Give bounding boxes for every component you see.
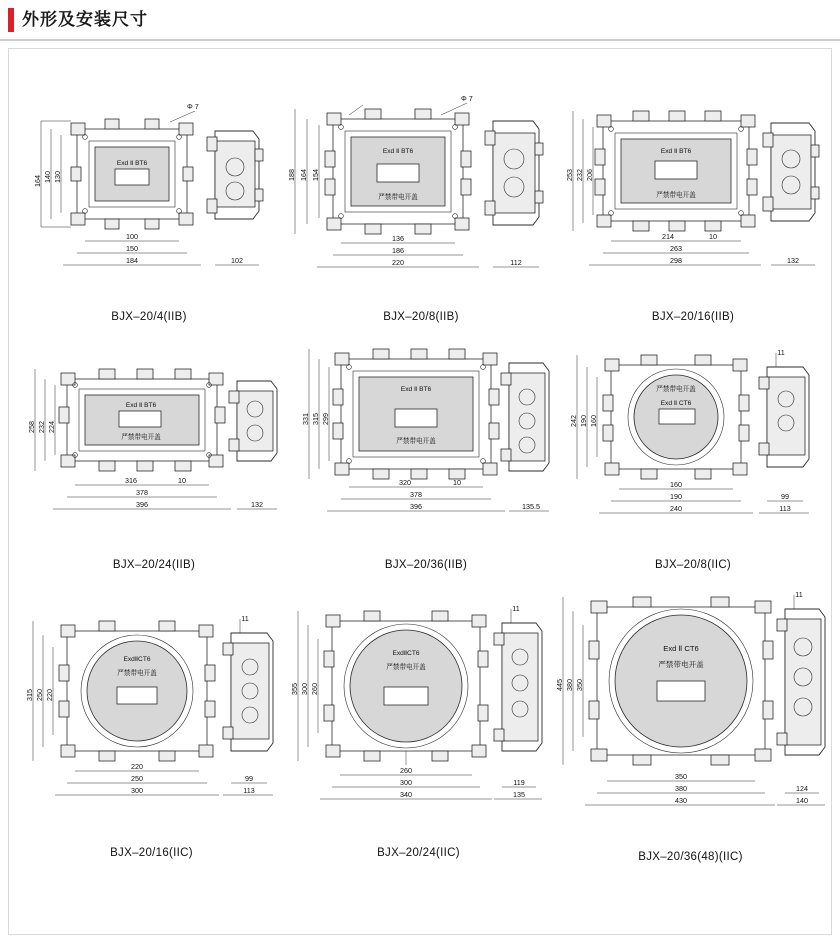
svg-text:380: 380 <box>675 784 687 793</box>
svg-text:299: 299 <box>321 413 330 425</box>
svg-text:严禁带电开盖: 严禁带电开盖 <box>656 192 696 199</box>
figure-bjx-20-16-iic <box>19 599 284 869</box>
svg-text:164: 164 <box>299 169 308 181</box>
header-accent-bar <box>8 8 14 32</box>
svg-text:258: 258 <box>27 421 36 433</box>
svg-text:331: 331 <box>301 413 310 425</box>
svg-text:严禁带电开盖: 严禁带电开盖 <box>121 434 161 441</box>
svg-text:160: 160 <box>589 415 598 427</box>
svg-text:124: 124 <box>796 784 808 793</box>
svg-text:严禁带电开盖: 严禁带电开盖 <box>117 670 157 677</box>
svg-text:ExdⅡCT6: ExdⅡCT6 <box>123 656 151 663</box>
svg-text:Φ 7: Φ 7 <box>187 102 199 111</box>
svg-text:Exd Ⅱ CT6: Exd Ⅱ CT6 <box>663 644 699 653</box>
header-divider <box>0 39 840 41</box>
figure-caption: BJX–20/8(IIB) <box>383 311 459 323</box>
figure-caption: BJX–20/16(IIC) <box>110 847 193 859</box>
svg-text:严禁带电开盖: 严禁带电开盖 <box>656 386 696 393</box>
svg-text:11: 11 <box>777 348 785 357</box>
figure-bjx-20-36-iib <box>291 337 561 587</box>
svg-text:135.5: 135.5 <box>522 502 540 511</box>
svg-text:214: 214 <box>662 232 674 241</box>
svg-text:严禁带电开盖: 严禁带电开盖 <box>378 194 418 201</box>
svg-text:154: 154 <box>311 169 320 181</box>
page-header <box>0 0 840 40</box>
svg-text:184: 184 <box>126 256 138 265</box>
svg-text:224: 224 <box>47 421 56 433</box>
svg-text:380: 380 <box>565 679 574 691</box>
svg-text:132: 132 <box>251 500 263 509</box>
svg-text:315: 315 <box>311 413 320 425</box>
figure-caption: BJX–20/16(IIB) <box>651 311 735 323</box>
svg-text:253: 253 <box>565 169 574 181</box>
svg-text:240: 240 <box>670 504 682 513</box>
svg-text:190: 190 <box>579 415 588 427</box>
svg-text:99: 99 <box>245 774 253 783</box>
svg-text:340: 340 <box>400 790 412 799</box>
svg-text:232: 232 <box>37 421 46 433</box>
svg-text:11: 11 <box>512 604 520 613</box>
svg-text:Exd Ⅱ BT6: Exd Ⅱ BT6 <box>382 148 414 155</box>
svg-text:严禁带电开盖: 严禁带电开盖 <box>396 438 436 445</box>
svg-text:430: 430 <box>675 796 687 805</box>
figure-bjx-20-8-iic <box>563 337 823 587</box>
svg-text:99: 99 <box>781 492 789 501</box>
svg-text:445: 445 <box>555 679 564 691</box>
svg-text:10: 10 <box>709 232 717 241</box>
svg-text:Exd Ⅱ BT6: Exd Ⅱ BT6 <box>125 402 157 409</box>
svg-text:10: 10 <box>178 476 186 485</box>
svg-text:100: 100 <box>126 232 138 241</box>
svg-text:378: 378 <box>410 490 422 499</box>
svg-text:Exd Ⅱ CT6: Exd Ⅱ CT6 <box>660 400 692 407</box>
figure-caption: BJX–20/36(IIB) <box>384 559 468 571</box>
figure-grid <box>9 49 831 934</box>
figure-caption: BJX–20/4(IIB) <box>111 311 187 323</box>
svg-text:Exd Ⅱ BT6: Exd Ⅱ BT6 <box>116 160 148 167</box>
figure-bjx-20-8-iib <box>281 89 561 334</box>
svg-text:350: 350 <box>575 679 584 691</box>
svg-text:315: 315 <box>25 689 34 701</box>
figure-bjx-20-36-48-iic <box>553 589 828 869</box>
figure-caption: BJX–20/8(IIC) <box>654 559 732 571</box>
svg-text:350: 350 <box>675 772 687 781</box>
svg-text:300: 300 <box>131 786 143 795</box>
svg-text:300: 300 <box>300 683 309 695</box>
svg-text:11: 11 <box>795 590 803 599</box>
svg-text:220: 220 <box>131 762 143 771</box>
svg-text:160: 160 <box>670 480 682 489</box>
svg-text:250: 250 <box>131 774 143 783</box>
svg-text:320: 320 <box>399 478 411 487</box>
svg-text:260: 260 <box>400 766 412 775</box>
svg-text:355: 355 <box>290 683 299 695</box>
svg-text:300: 300 <box>400 778 412 787</box>
svg-text:136: 136 <box>392 234 404 243</box>
figure-bjx-20-16-iib <box>563 89 823 334</box>
figure-bjx-20-4-iib <box>19 89 279 334</box>
svg-text:严禁带电开盖: 严禁带电开盖 <box>386 664 426 671</box>
svg-text:Exd Ⅱ BT6: Exd Ⅱ BT6 <box>660 148 692 155</box>
svg-text:232: 232 <box>575 169 584 181</box>
svg-text:112: 112 <box>510 258 522 267</box>
svg-text:263: 263 <box>670 244 682 253</box>
svg-text:150: 150 <box>126 244 138 253</box>
svg-text:378: 378 <box>136 488 148 497</box>
svg-text:140: 140 <box>796 796 808 805</box>
figure-bjx-20-24-iib <box>19 337 289 587</box>
svg-text:130: 130 <box>53 171 62 183</box>
svg-text:242: 242 <box>569 415 578 427</box>
svg-text:164: 164 <box>33 175 42 187</box>
figure-caption: BJX–20/24(IIB) <box>112 559 196 571</box>
svg-text:135: 135 <box>513 790 525 799</box>
svg-text:298: 298 <box>670 256 682 265</box>
svg-text:严禁带电开盖: 严禁带电开盖 <box>658 660 704 669</box>
svg-text:Exd Ⅱ BT6: Exd Ⅱ BT6 <box>400 386 432 393</box>
svg-text:10: 10 <box>453 478 461 487</box>
svg-text:260: 260 <box>310 683 319 695</box>
page-title: 外形及安装尺寸 <box>22 10 148 29</box>
svg-text:188: 188 <box>287 169 296 181</box>
svg-text:Φ 7: Φ 7 <box>461 94 473 103</box>
figure-caption: BJX–20/24(IIC) <box>377 847 460 859</box>
svg-text:ExdⅡCT6: ExdⅡCT6 <box>392 650 420 657</box>
svg-text:396: 396 <box>410 502 422 511</box>
svg-text:190: 190 <box>670 492 682 501</box>
svg-text:316: 316 <box>125 476 137 485</box>
svg-text:102: 102 <box>231 256 243 265</box>
svg-text:220: 220 <box>392 258 404 267</box>
svg-text:250: 250 <box>35 689 44 701</box>
drawing-frame <box>8 48 832 935</box>
svg-text:132: 132 <box>787 256 799 265</box>
figure-bjx-20-24-iic <box>286 599 551 869</box>
svg-text:113: 113 <box>779 504 791 513</box>
svg-text:140: 140 <box>43 171 52 183</box>
svg-text:119: 119 <box>513 778 525 787</box>
figure-caption: BJX–20/36(48)(IIC) <box>638 851 743 863</box>
svg-text:113: 113 <box>243 786 255 795</box>
svg-text:220: 220 <box>45 689 54 701</box>
svg-text:396: 396 <box>136 500 148 509</box>
svg-text:186: 186 <box>392 246 404 255</box>
svg-text:206: 206 <box>585 169 594 181</box>
svg-text:11: 11 <box>241 614 249 623</box>
